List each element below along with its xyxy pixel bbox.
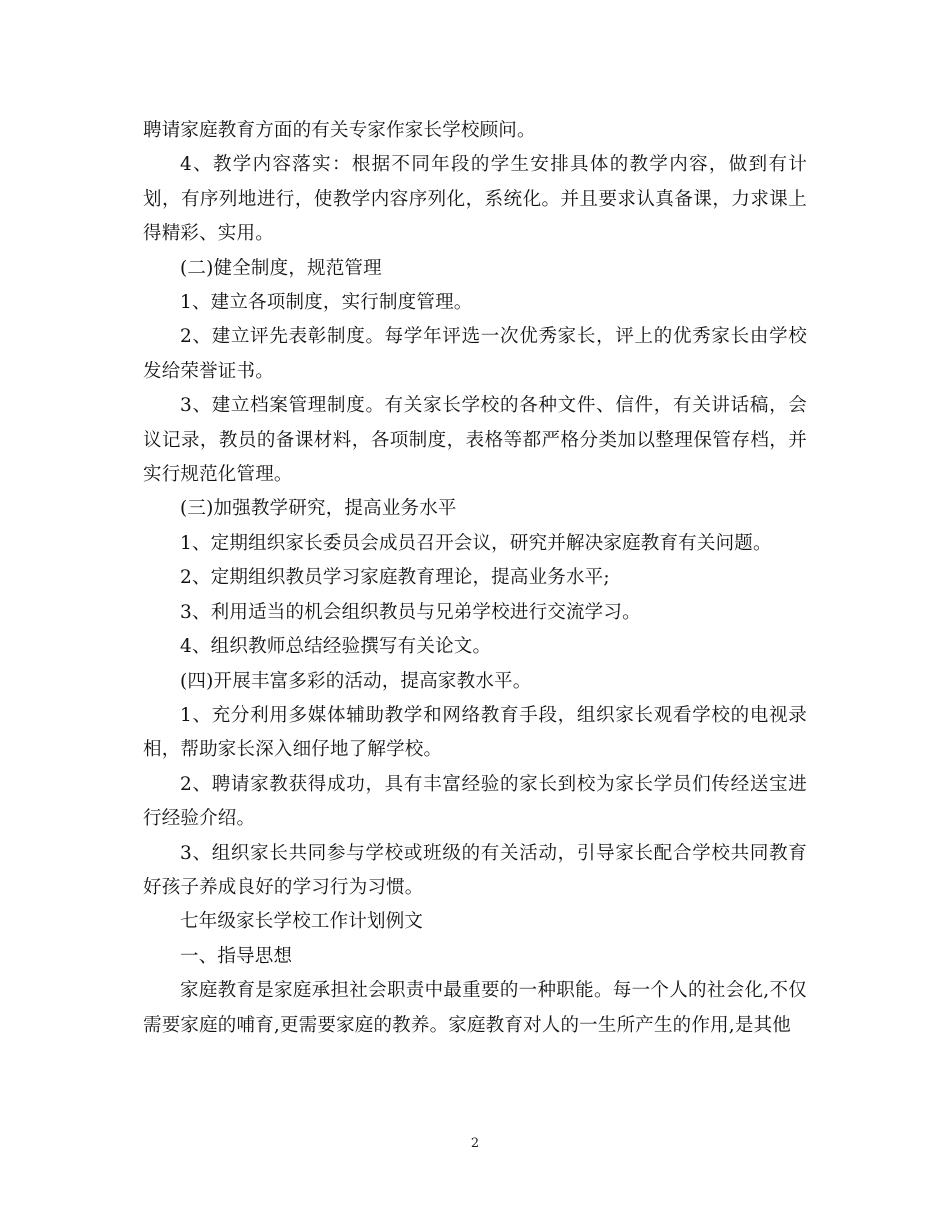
paragraph-teaching-content: 4、教学内容落实：根据不同年段的学生安排具体的教学内容，做到有计划，有序列地进行，使教学内容序列化，系统化。并且要求认真备课，力求课上得精彩、实用。 xyxy=(143,154,807,245)
section-heading-research: (三)加强教学研究，提高业务水平 xyxy=(180,498,457,520)
article-title: 七年级家长学校工作计划例文 xyxy=(180,911,424,933)
section-heading-activities: (四)开展丰富多彩的活动，提高家教水平。 xyxy=(180,670,532,692)
list-item-activities-1: 1、充分利用多媒体辅助教学和网络教育手段，组织家长观看学校的电视录相，帮助家长深入细仔地了解学校。 xyxy=(143,704,807,761)
section-heading-guiding-thought: 一、指导思想 xyxy=(180,945,293,967)
list-item-research-4: 4、组织教师总结经验撰写有关论文。 xyxy=(180,636,492,658)
list-item-activities-3: 3、组织家长共同参与学校或班级的有关活动，引导家长配合学校共同教育好孩子养成良好的学习行为习惯。 xyxy=(143,842,807,898)
document-body xyxy=(143,114,807,1043)
list-item-system-1: 1、建立各项制度，实行制度管理。 xyxy=(180,292,473,314)
list-item-research-2: 2、定期组织教员学习家庭教育理论，提高业务水平; xyxy=(180,567,610,589)
list-item-system-2: 2、建立评先表彰制度。每学年评选一次优秀家长，评上的优秀家长由学校发给荣誉证书。 xyxy=(143,326,807,382)
paragraph-continuation: 聘请家庭教育方面的有关专家作家长学校顾问。 xyxy=(143,120,536,141)
list-item-activities-2: 2、聘请家教获得成功，具有丰富经验的家长到校为家长学员们传经送宝进行经验介绍。 xyxy=(143,773,807,830)
page-number: 2 xyxy=(470,1136,480,1151)
paragraph-family-education: 家庭教育是家庭承担社会职责中最重要的一种职能。每一个人的社会化,不仅需要家庭的哺育,更需要家庭的教养。家庭教育对人的一生所产生的作用,是其他 xyxy=(143,980,807,1036)
section-heading-system: (二)健全制度，规范管理 xyxy=(180,257,382,279)
list-item-system-3: 3、建立档案管理制度。有关家长学校的各种文件、信件，有关讲话稿，会议记录，教员的备课材料，各项制度，表格等都严格分类加以整理保管存档，并实行规范化管理。 xyxy=(143,395,807,486)
list-item-research-1: 1、定期组织家长委员会成员召开会议，研究并解决家庭教育有关问题。 xyxy=(180,532,772,554)
list-item-research-3: 3、利用适当的机会组织教员与兄弟学校进行交流学习。 xyxy=(180,601,641,623)
